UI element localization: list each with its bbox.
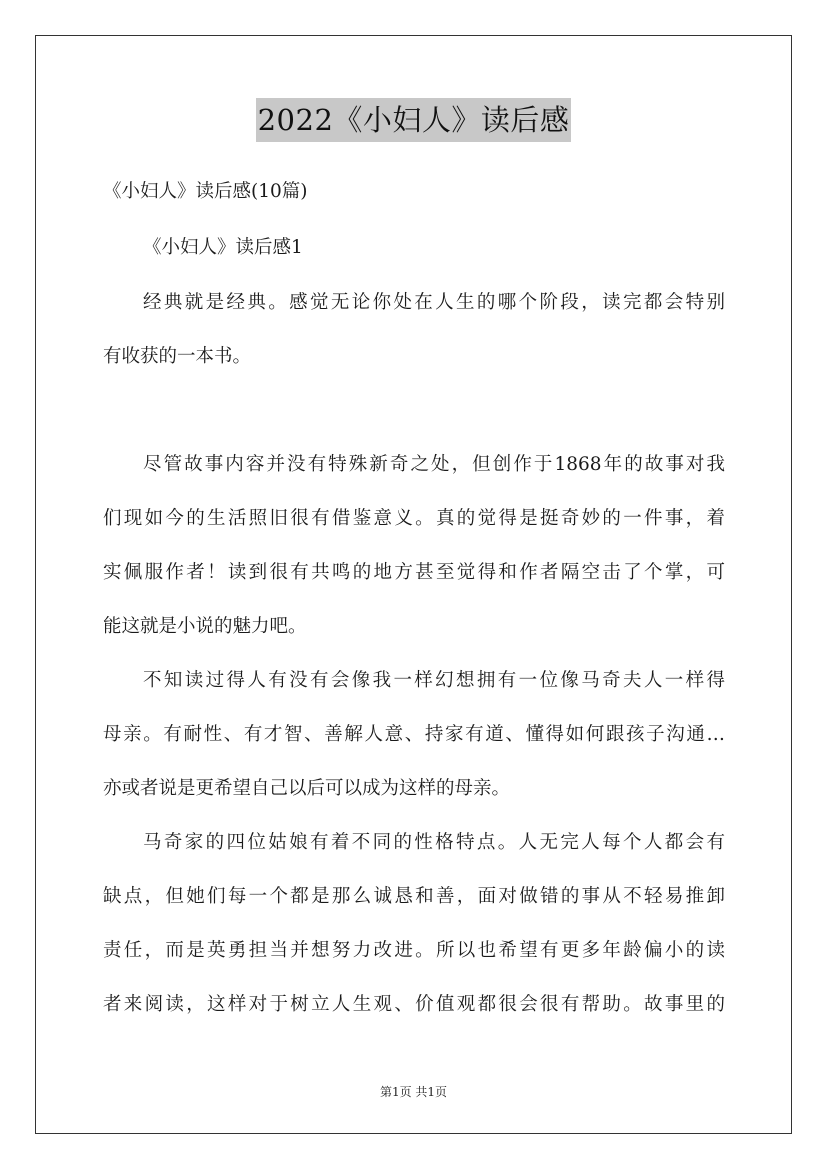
- section-heading: 《小妇人》读后感1: [143, 237, 303, 258]
- page-footer: 第1页 共1页: [379, 1085, 448, 1099]
- paragraph-line: 实佩服作者！读到很有共鸣的地方甚至觉得和作者隔空击了个掌，可: [103, 562, 725, 583]
- paragraph-line: 经典就是经典。感觉无论你处在人生的哪个阶段，读完都会特别: [143, 292, 725, 313]
- paragraph-line: 母亲。有耐性、有才智、善解人意、持家有道、懂得如何跟孩子沟通…: [103, 724, 725, 745]
- paragraph-line: 们现如今的生活照旧很有借鉴意义。真的觉得是挺奇妙的一件事，着: [103, 508, 725, 529]
- paragraph-line: 责任，而是英勇担当并想努力改进。所以也希望有更多年龄偏小的读: [103, 940, 725, 961]
- paragraph-line: 尽管故事内容并没有特殊新奇之处，但创作于1868年的故事对我: [143, 454, 725, 475]
- document-title: 2022《小妇人》读后感: [256, 98, 572, 142]
- paragraph-line: 亦或者说是更希望自己以后可以成为这样的母亲。: [103, 778, 511, 799]
- title-container: [0, 98, 827, 142]
- paragraph-line: 缺点，但她们每一个都是那么诚恳和善，面对做错的事从不轻易推卸: [103, 886, 725, 907]
- paragraph-line: 能这就是小说的魅力吧。: [103, 616, 307, 637]
- paragraph-line: 有收获的一本书。: [103, 346, 252, 367]
- paragraph-line: 马奇家的四位姑娘有着不同的性格特点。人无完人每个人都会有: [143, 832, 725, 853]
- paragraph-line: 不知读过得人有没有会像我一样幻想拥有一位像马奇夫人一样得: [143, 670, 725, 691]
- document-subtitle: 《小妇人》读后感(10篇): [103, 181, 308, 202]
- paragraph-line: 者来阅读，这样对于树立人生观、价值观都很会很有帮助。故事里的: [103, 994, 725, 1015]
